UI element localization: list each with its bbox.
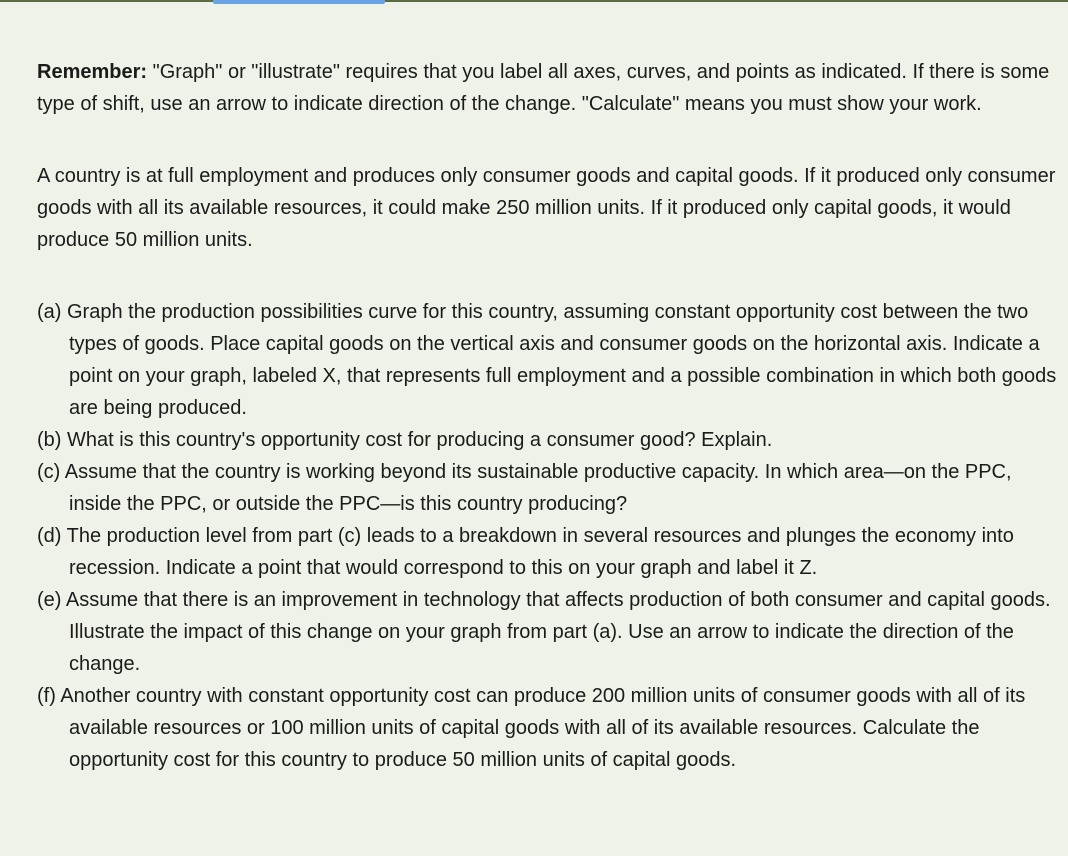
reminder-paragraph xyxy=(37,56,1061,120)
question-f: (f) Another country with constant opportunity cost can produce 200 million units of consumer goods with all of its available resources or 100 million units of capital goods with all of its available resources. Calculate the opportunity cost for this country to produce 50 million units of capital goods. xyxy=(37,685,1026,771)
question-b: (b) What is this country's opportunity cost for producing a consumer good? Explain. xyxy=(37,429,773,451)
top-border xyxy=(0,0,1068,2)
reminder-label: Remember: xyxy=(37,61,148,83)
question-content xyxy=(37,56,1061,776)
reminder-text: "Graph" or "illustrate" requires that you label all axes, curves, and points as indicated. If there is some type of shift, use an arrow to indicate direction of the change. "Calculate" means you must show your work. xyxy=(37,61,1050,115)
question-c: (c) Assume that the country is working beyond its sustainable productive capacity. In which area—on the PPC, inside the PPC, or outside the PPC—is this country producing? xyxy=(37,461,1012,515)
question-d: (d) The production level from part (c) leads to a breakdown in several resources and plunges the economy into recession. Indicate a point that would correspond to this on your graph and label it Z. xyxy=(37,525,1014,579)
question-list xyxy=(37,296,1061,776)
scenario-paragraph: A country is at full employment and produces only consumer goods and capital goods. If it produced only consumer goods with all its available resources, it could make 250 million units. If it produced only capital goods, it would produce 50 million units. xyxy=(37,165,1056,251)
question-e: (e) Assume that there is an improvement in technology that affects production of both consumer and capital goods. Illustrate the impact of this change on your graph from part (a). Use an arrow to indicate the direction of the change. xyxy=(37,589,1051,675)
spacer xyxy=(37,120,1061,160)
active-tab-indicator xyxy=(213,0,385,4)
question-a: (a) Graph the production possibilities curve for this country, assuming constant opportunity cost between the two types of goods. Place capital goods on the vertical axis and consumer goods on the horizontal axis. Indicate a point on your graph, labeled X, that represents full employment and a possible combination in which both goods are being produced. xyxy=(37,301,1057,419)
spacer xyxy=(37,256,1061,296)
